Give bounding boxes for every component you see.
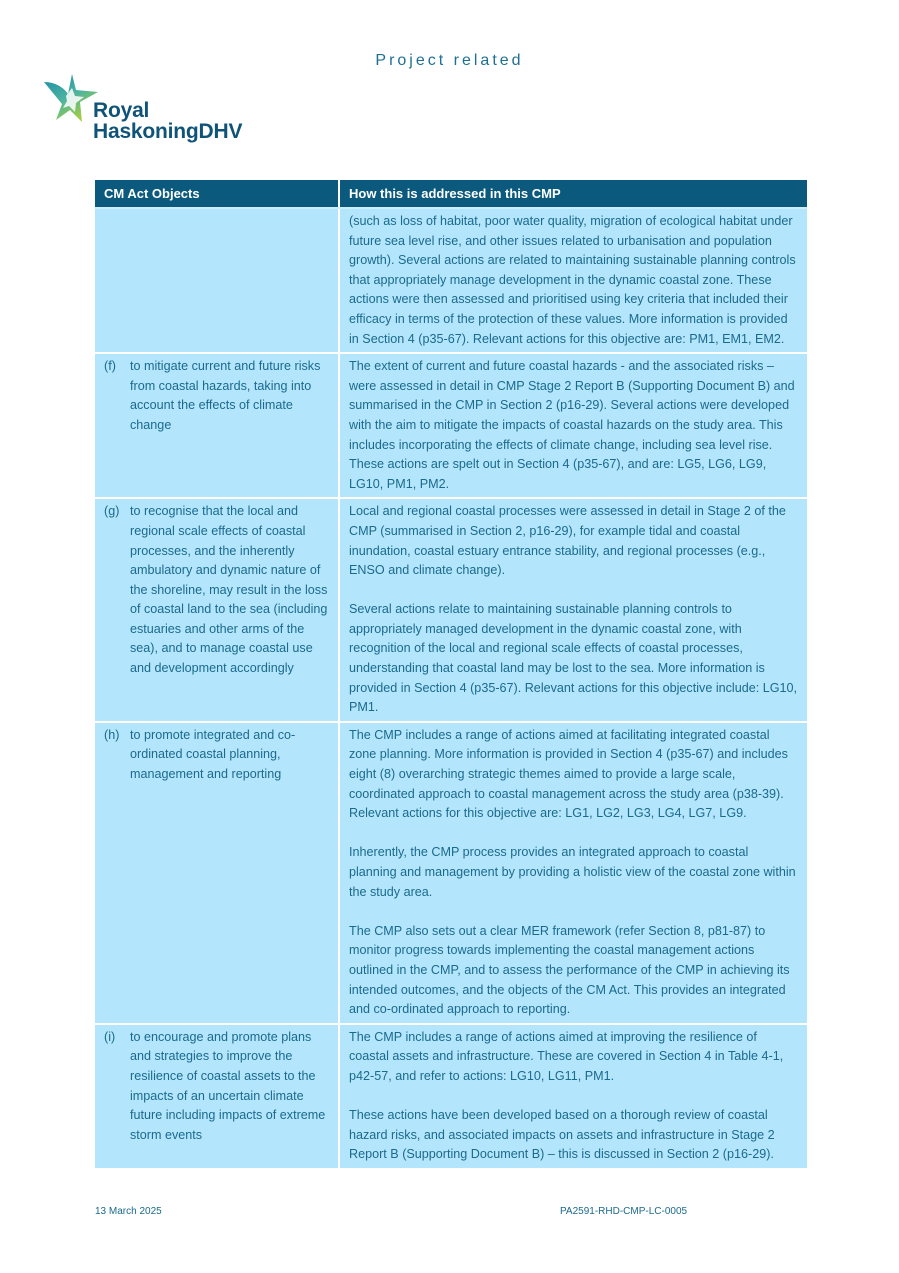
footer-document-ref: PA2591-RHD-CMP-LC-0005 xyxy=(560,1206,688,1217)
objective-cell xyxy=(95,353,339,498)
objective-text: to encourage and promote plans and strategies to improve the resilience of coastal assets to the impacts of an uncertain climate future including impacts of extreme storm events xyxy=(130,1029,326,1142)
company-logo xyxy=(42,70,262,150)
objective-letter: (f) xyxy=(104,359,116,374)
response-paragraph: The CMP also sets out a clear MER framework (refer Section 8, p81-87) to monitor progress towards implementing the coastal management actions outlined in the CMP, and to assess the performance of the CMP in achieving its intended outcomes, and the objects of the CM Act. This provides an integrated and co-ordinated approach to reporting. xyxy=(349,923,790,1017)
table-row xyxy=(95,208,807,353)
table-row xyxy=(95,1024,807,1169)
cm-act-objects-table xyxy=(95,180,807,1170)
logo-line-2: HaskoningDHV xyxy=(93,120,243,143)
response-cell xyxy=(339,722,807,1024)
objective-cell xyxy=(95,722,339,1024)
objective-cell xyxy=(95,1024,339,1169)
response-cell xyxy=(339,208,807,353)
page-header-label: Project related xyxy=(375,52,524,69)
response-paragraph: The CMP includes a range of actions aimed at facilitating integrated coastal zone planning. More information is provided in Section 4 (p35-67) and includes eight (8) overarching strategic themes aimed to provide a large scale, coordinated approach to coastal management across the study area (p38-39). Relevant actions for this objective are: LG1, LG2, LG3, LG4, LG7, LG9. xyxy=(349,727,788,821)
objective-letter: (g) xyxy=(104,504,120,519)
objective-letter: (h) xyxy=(104,727,120,742)
response-paragraph: Local and regional coastal processes were assessed in detail in Stage 2 of the CMP (summarised in Section 2, p16-29), for example tidal and coastal inundation, coastal estuary entrance stability, and regional processes (e.g., ENSO and climate change). xyxy=(349,504,786,578)
response-paragraph: The CMP includes a range of actions aimed at improving the resilience of coastal assets and infrastructure. These are covered in Section 4 in Table 4-1, p42-57, and refer to actions: LG10, LG11, PM1. xyxy=(349,1029,784,1083)
response-paragraph: The extent of current and future coastal hazards - and the associated risks – were assessed in detail in CMP Stage 2 Report B (Supporting Document B) and summarised in the CMP in Section 2 (p16-29). Several actions were developed with the aim to mitigate the impacts of coastal hazards on the study area. This includes incorporating the effects of climate change, including sea level rise. These actions are spelt out in Section 4 (p35-67), and are: LG5, LG6, LG9, LG10, PM1, PM2. xyxy=(349,359,795,491)
objective-text: to recognise that the local and regional scale effects of coastal processes, and the inherently ambulatory and dynamic nature of the shoreline, may result in the loss of coastal land to the sea (including estuaries and other arms of the sea), and to manage coastal use and development accordingly xyxy=(130,504,328,676)
table-row xyxy=(95,353,807,498)
response-paragraph: Several actions relate to maintaining sustainable planning controls to appropriately managed development in the dynamic coastal zone, with recognition of the local and regional scale effects of coastal processes, understanding that coastal land may be lost to the sea. More information is provided in Section 4 (p35-67). Relevant actions for this objective include: LG10, PM1. xyxy=(349,602,798,715)
response-paragraph: Inherently, the CMP process provides an integrated approach to coastal planning and management by providing a holistic view of the coastal zone within the study area. xyxy=(349,845,796,899)
table-row xyxy=(95,498,807,722)
table-row xyxy=(95,722,807,1024)
objective-text: to promote integrated and co-ordinated coastal planning, management and reporting xyxy=(130,727,296,782)
footer-date: 13 March 2025 xyxy=(95,1206,162,1217)
objective-cell xyxy=(95,498,339,722)
response-paragraph: (such as loss of habitat, poor water quality, migration of ecological habitat under future sea level rise, and other issues related to urbanisation and population growth). Several actions are related to maintaining sustainable planning controls that appropriately manage development in the dynamic coastal zone. These actions were then assessed and prioritised using key criteria that included their efficacy in terms of the protection of these values. More information is provided in Section 4 (p35-67). Relevant actions for this objective are: PM1, EM1, EM2. xyxy=(349,214,796,346)
response-paragraph: These actions have been developed based on a thorough review of coastal hazard risks, and associated impacts on assets and infrastructure in Stage 2 Report B (Supporting Document B) – this is discussed in Section 2 (p16-29). xyxy=(349,1108,775,1162)
response-cell xyxy=(339,1024,807,1169)
response-cell xyxy=(339,353,807,498)
objective-letter: (i) xyxy=(104,1029,116,1044)
logo-line-1: Royal xyxy=(93,99,150,122)
objective-text: to mitigate current and future risks from coastal hazards, taking into account the effects of climate change xyxy=(130,359,321,432)
column-header-objects: CM Act Objects xyxy=(95,180,339,208)
column-header-addressed: How this is addressed in this CMP xyxy=(339,180,807,208)
table-header-row xyxy=(95,180,807,208)
objective-cell xyxy=(95,208,339,353)
response-cell xyxy=(339,498,807,722)
